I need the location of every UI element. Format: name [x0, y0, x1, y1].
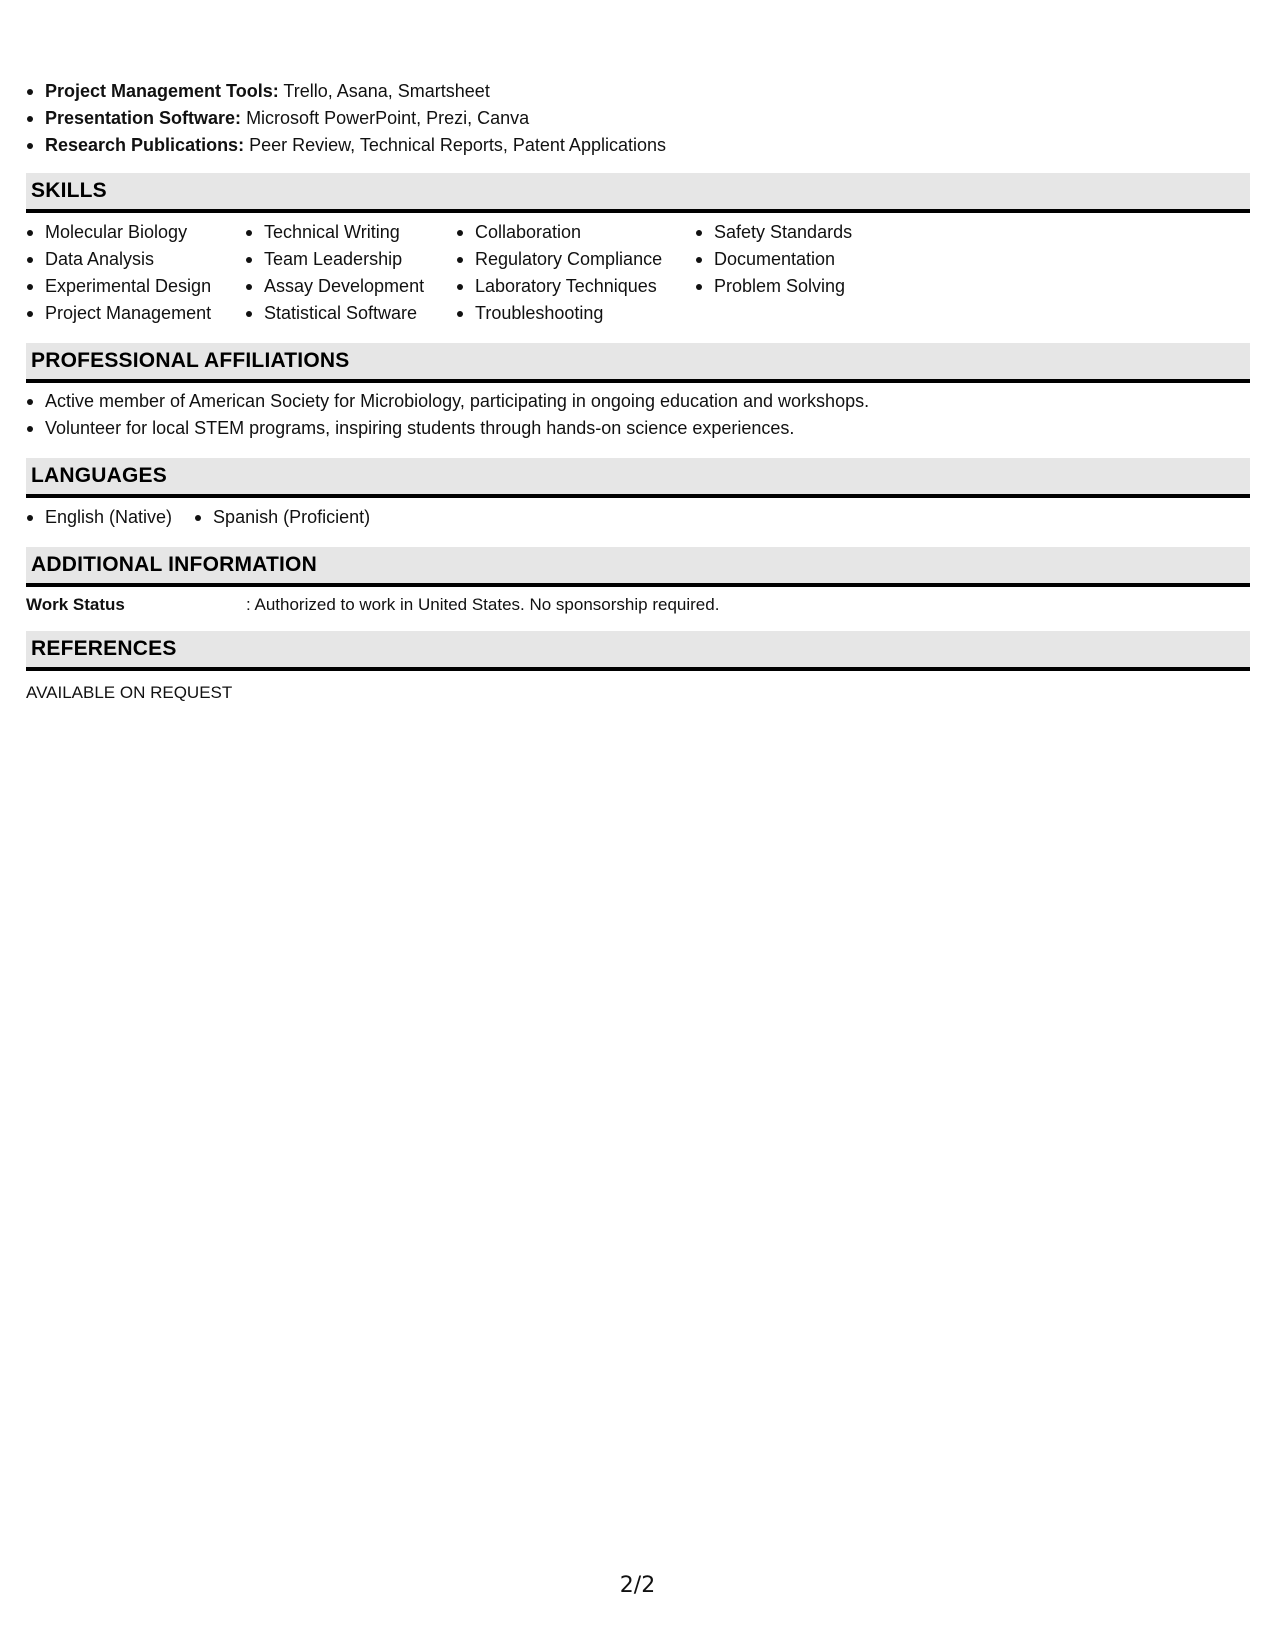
skill-item: Project Management	[26, 300, 245, 327]
skill-item: Data Analysis	[26, 246, 245, 273]
tool-category-value: Trello, Asana, Smartsheet	[283, 81, 490, 101]
languages-section-header: LANGUAGES	[26, 458, 1250, 498]
skill-item: Laboratory Techniques	[456, 273, 695, 300]
skills-column-4	[695, 219, 935, 327]
skill-item: Molecular Biology	[26, 219, 245, 246]
work-status-label: Work Status	[26, 595, 125, 614]
list-item	[26, 105, 1250, 132]
skill-item: Problem Solving	[695, 273, 935, 300]
languages-list	[26, 504, 1250, 531]
skill-item: Assay Development	[245, 273, 456, 300]
page-number: 2/2	[619, 1573, 656, 1598]
tool-category-label: Research Publications:	[45, 135, 245, 155]
tools-list	[26, 78, 1250, 159]
skills-column-1	[26, 219, 245, 327]
skill-item: Experimental Design	[26, 273, 245, 300]
skill-item: Technical Writing	[245, 219, 456, 246]
skill-item: Regulatory Compliance	[456, 246, 695, 273]
list-item	[26, 78, 1250, 105]
affiliations-list	[26, 388, 1250, 442]
language-item: English (Native)	[26, 504, 172, 531]
list-item	[26, 132, 1250, 159]
skill-item: Team Leadership	[245, 246, 456, 273]
list-item: Active member of American Society for Microbiology, participating in ongoing education and workshops.	[26, 388, 1250, 415]
tool-category-label: Project Management Tools:	[45, 81, 279, 101]
skill-item: Troubleshooting	[456, 300, 695, 327]
language-item: Spanish (Proficient)	[194, 504, 370, 531]
references-text: AVAILABLE ON REQUEST	[26, 683, 233, 702]
skills-grid	[26, 219, 1250, 327]
skill-item: Safety Standards	[695, 219, 935, 246]
work-status-value: : Authorized to work in United States. No sponsorship required.	[246, 595, 720, 614]
skills-column-3	[456, 219, 695, 327]
skills-section-header: SKILLS	[26, 173, 1250, 213]
tool-category-value: Peer Review, Technical Reports, Patent Applications	[249, 135, 666, 155]
skill-item: Statistical Software	[245, 300, 456, 327]
skill-item: Documentation	[695, 246, 935, 273]
list-item: Volunteer for local STEM programs, inspiring students through hands-on science experiences.	[26, 415, 1250, 442]
additional-info-section-header: ADDITIONAL INFORMATION	[26, 547, 1250, 587]
affiliations-section-header: PROFESSIONAL AFFILIATIONS	[26, 343, 1250, 383]
skills-column-2	[245, 219, 456, 327]
references-section-header: REFERENCES	[26, 631, 1250, 671]
tool-category-label: Presentation Software:	[45, 108, 242, 128]
skill-item: Collaboration	[456, 219, 695, 246]
resume-page-2	[26, 78, 1250, 705]
work-status-row	[26, 593, 1250, 617]
tool-category-value: Microsoft PowerPoint, Prezi, Canva	[246, 108, 530, 128]
